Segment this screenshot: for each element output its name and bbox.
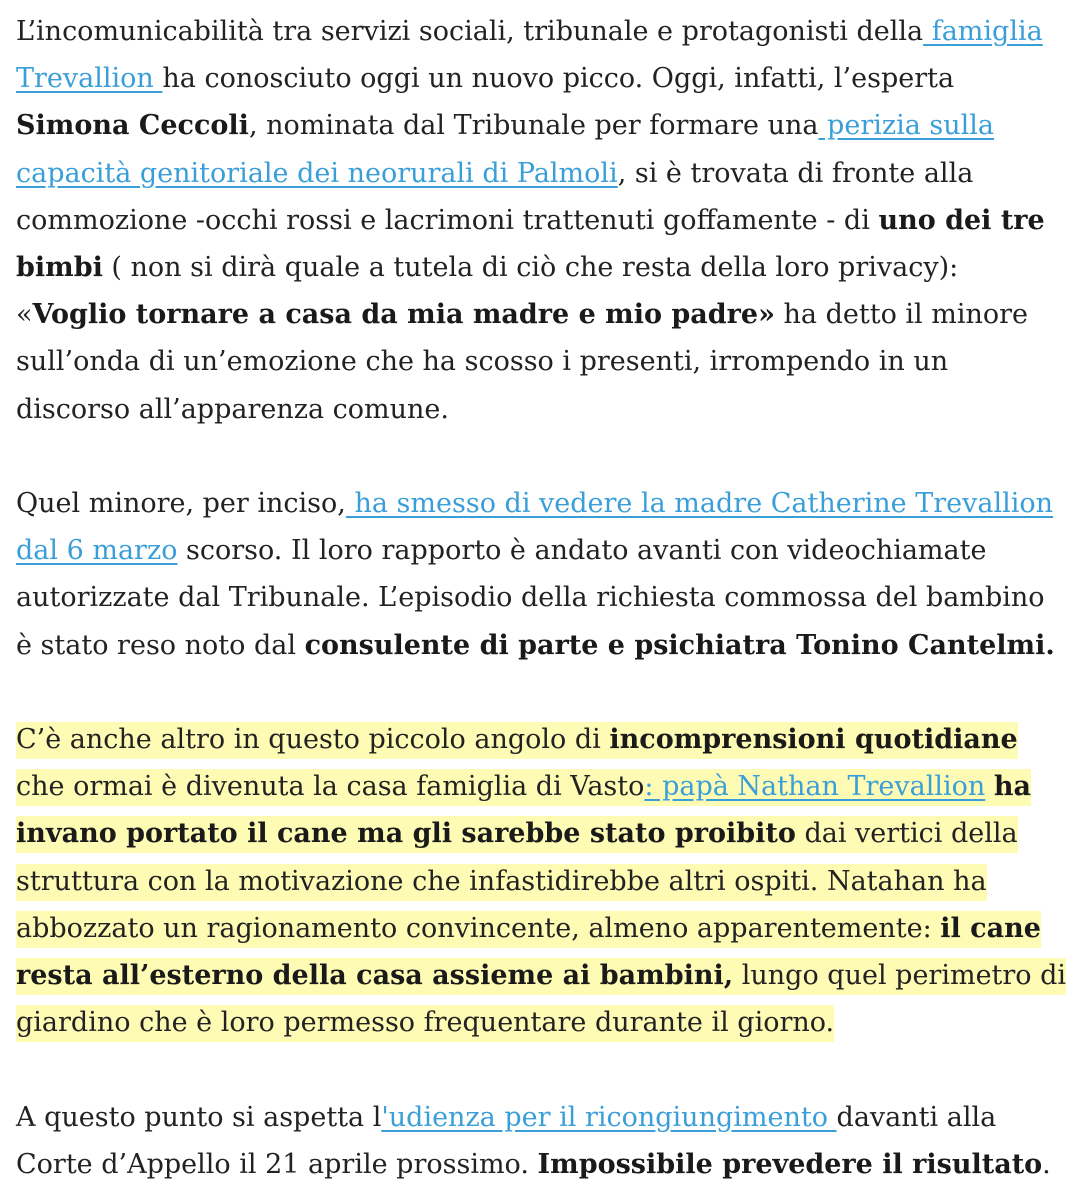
text-span: . xyxy=(1042,1148,1051,1180)
paragraph-4 xyxy=(16,1094,1067,1188)
bold-simona-ceccoli: Simona Ceccoli xyxy=(16,110,249,142)
bold-impossibile-prevedere: Impossibile prevedere il risultato xyxy=(537,1148,1043,1180)
bold-il-cane-resta-all-esterno: il cane resta all’esterno della casa assieme ai bambini, xyxy=(16,912,1041,992)
text-span: , nominata dal Tribunale per formare una xyxy=(248,110,819,142)
bold-uno-dei-tre-bimbi: uno dei tre bimbi xyxy=(16,204,1045,284)
text-span: dai vertici della struttura con la motivazione che infastidirebbe altri ospiti. Natahan ha abbozzato un ragionamento convincente, almeno apparentemente: xyxy=(16,818,1018,944)
text-span: scorso. Il loro rapporto è andato avanti con videochiamate autorizzate dal Tribunale. L’episodio della richiesta commossa del bambino è stato reso noto dal xyxy=(16,535,1045,661)
paragraph-1 xyxy=(16,8,1067,433)
highlighted-text xyxy=(16,722,1066,1042)
link-udienza-ricongiungimento[interactable]: 'udienza per il ricongiungimento xyxy=(381,1101,837,1133)
text-span: C’è anche altro in questo piccolo angolo di xyxy=(16,724,610,756)
text-span: che ormai è divenuta la casa famiglia di Vasto xyxy=(16,771,645,803)
link-papa-nathan-trevallion[interactable]: : papà Nathan Trevallion xyxy=(644,771,986,803)
text-span: davanti alla Corte d’Appello il 21 aprile prossimo. xyxy=(16,1101,997,1180)
text-span: ha conosciuto oggi un nuovo picco. Oggi, infatti, l’esperta xyxy=(162,63,955,95)
text-span: lungo quel perimetro di giardino che è loro permesso frequentare durante il giorno. xyxy=(16,960,1067,1039)
paragraph-2 xyxy=(16,480,1067,669)
text-span xyxy=(985,771,994,802)
text-span: A questo punto si aspetta l xyxy=(16,1101,382,1133)
bold-incomprensioni-quotidiane: incomprensioni quotidiane xyxy=(609,724,1018,756)
link-perizia-capacita-genitoriale[interactable]: perizia sulla capacità genitoriale dei neorurali di Palmoli xyxy=(16,110,995,189)
text-span: ha detto il minore sull’onda di un’emozione che ha scosso i presenti, irrompendo in un discorso all’apparenza comune. xyxy=(16,299,1029,425)
text-span: Quel minore, per inciso, xyxy=(16,488,346,520)
bold-ha-invano-portato-il-cane: ha invano portato il cane ma gli sarebbe stato proibito xyxy=(16,771,1031,850)
link-smesso-di-vedere-madre[interactable]: ha smesso di vedere la madre Catherine Trevallion dal 6 marzo xyxy=(16,488,1054,567)
bold-consulente-cantelmi: consulente di parte e psichiatra Tonino Cantelmi. xyxy=(304,629,1055,661)
text-span: ( non si dirà quale a tutela di ciò che resta della loro privacy): « xyxy=(16,252,959,331)
bold-quote-voglio-tornare: Voglio tornare a casa da mia madre e mio padre» xyxy=(32,299,775,331)
text-span: , si è trovata di fronte alla commozione -occhi rossi e lacrimoni trattenuti goffamente - di xyxy=(16,157,974,236)
paragraph-3-highlighted xyxy=(16,716,1067,1046)
link-famiglia-trevallion[interactable]: famiglia Trevallion xyxy=(16,16,1043,95)
text-span: L’incomunicabilità tra servizi sociali, tribunale e protagonisti della xyxy=(16,16,924,47)
